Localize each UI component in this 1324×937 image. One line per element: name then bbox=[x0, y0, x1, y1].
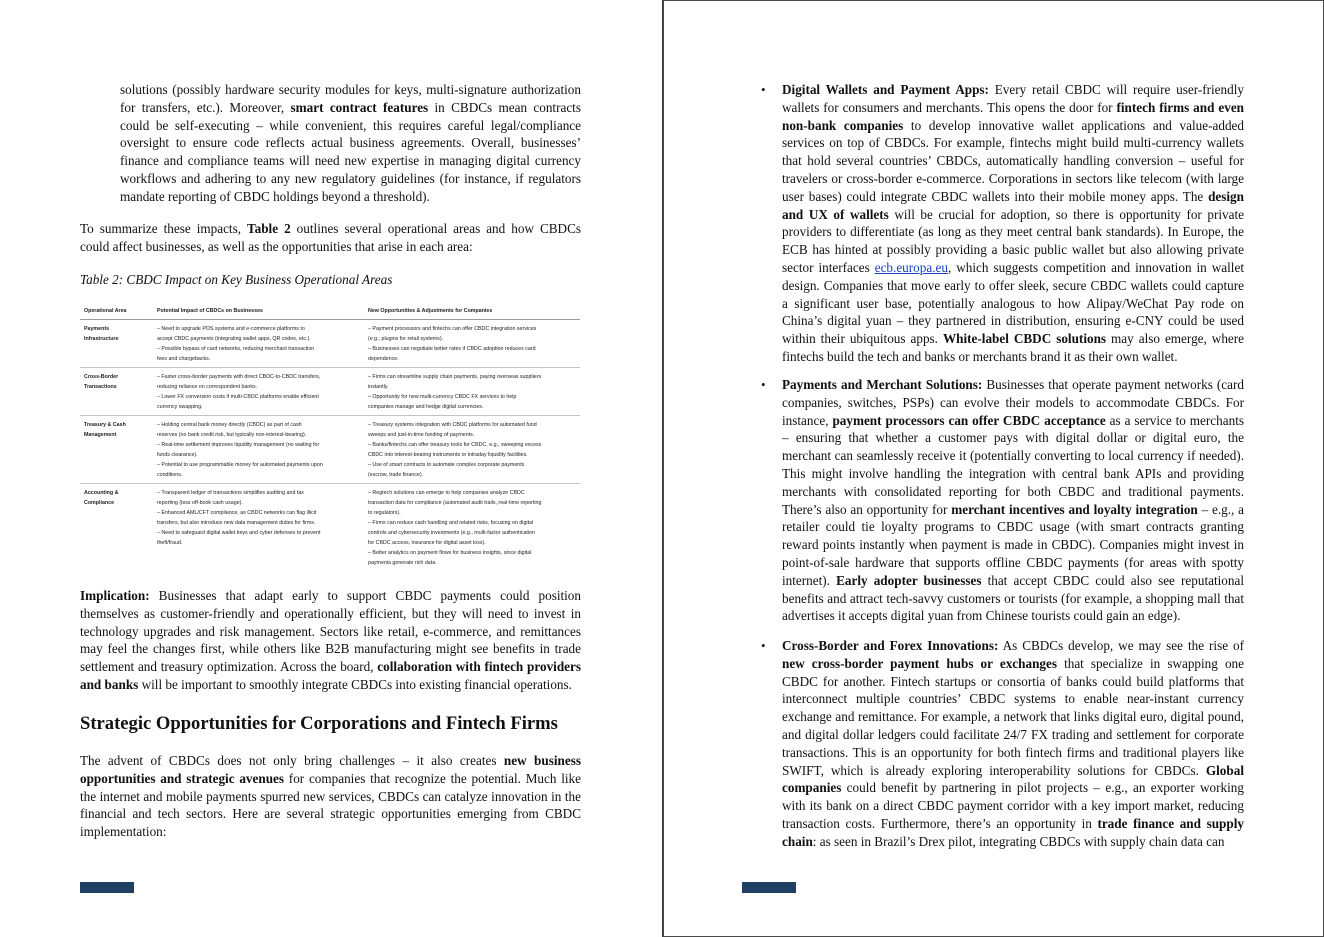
cell-area: Treasury & Cash Management bbox=[80, 416, 153, 484]
cell-opportunity: – Firms can streamline supply chain payments, paying overseas suppliers instantly. – Opportunity for new multi-currency CBDC FX services to help companies manage and hedge digital currencies. bbox=[364, 368, 580, 416]
cell-impact: – Need to upgrade POS systems and e-commerce platforms to accept CBDC payments (integrating wallet apps, QR codes, etc.). – Possible bypass of card networks, reducing merchant transaction fees and chargebacks. bbox=[153, 320, 364, 368]
table-row bbox=[80, 484, 580, 572]
cell-opportunity: – Treasury systems integration with CBDC platforms for automated fund sweeps and just-in-time funding of payments. – Banks/fintechs can offer treasury tools for CBDC, e.g., sweeping excess CBDC into interest-bearing instruments or intraday liquidity facilities. – Use of smart contracts to automate complex corporate payments (escrow, trade finance). bbox=[364, 416, 580, 484]
bullet-dot: • bbox=[761, 638, 766, 653]
intro-paragraph: solutions (possibly hardware security modules for keys, multi-signature authorization for transfers, etc.). Moreover, smart contract features in CBDCs mean contracts could be self-executing – while convenient, this requires careful legal/compliance oversight to ensure code reflects actual business agreements. Overall, businesses’ finance and compliance teams will need new expertise in managing digital currency workflows and adhering to any new regulatory guidelines (for instance, if regulators mandate reporting of CBDC holdings beyond a threshold). bbox=[120, 82, 581, 204]
cell-impact: – Transparent ledger of transactions simplifies auditing and tax reporting (less off-book cash usage). – Enhanced AML/CFT compliance, as CBDC networks can flag illicit transfers, but also introduce new data management duties for firms. – Need to safeguard digital wallet keys and cyber defenses to prevent theft/fraud. bbox=[157, 490, 321, 546]
bullet-payments-merchant: Payments and Merchant Solutions: Businesses that operate payment networks (card companies, switches, PSPs) can evolve their models to accommodate CBDCs. For instance, payment processors can offer CBDC acceptance as a service to merchants – ensuring that whether a customer pays with digital dollar or digital euro, the merchant can seamlessly receive it (potentially converting to local currency if needed). This might involve handling the integration with central bank APIs and providing merchants with consolidated reporting for both CBDC and traditional payments. There’s also an opportunity for merchant incentives and loyalty integration – e.g., a retailer could tie loyalty programs to CBDC usage (with smart contracts granting reward points instantly when payment is made in CBDC). Companies might invest in point-of-sale hardware that supports offline CBDC payments (for areas with spotty internet). Early adopter businesses that accept CBDC could also see reputational benefits and attract tech-savvy customers or tourists (for example, a shopping mall that advertises it accepts digital yuan from Chinese tourists could gain an edge). bbox=[782, 377, 1245, 624]
bullet-dot: • bbox=[761, 377, 766, 392]
impact-table bbox=[80, 305, 580, 571]
right-page bbox=[663, 0, 1324, 937]
table-header-row bbox=[80, 305, 580, 320]
cell-area: Cross-Border Transactions bbox=[80, 368, 153, 416]
advent-paragraph: The advent of CBDCs does not only bring challenges – it also creates new business opportunities and strategic avenues for companies that recognize the potential. Much like the internet and mobile payments spurred new services, CBDCs can catalyze innovation in the financial and tech sectors. Here are several strategic opportunities emerging from CBDC implementation: bbox=[80, 753, 582, 840]
header-new-opportunities: New Opportunities & Adjustments for Companies bbox=[364, 305, 580, 320]
bullet-dot: • bbox=[761, 82, 766, 97]
header-potential-impact: Potential Impact of CBDCs on Businesses bbox=[153, 305, 364, 320]
footer-bar bbox=[80, 882, 134, 893]
section-heading: Strategic Opportunities for Corporations and Fintech Firms bbox=[80, 713, 558, 734]
bullet-cross-border: Cross-Border and Forex Innovations: As CBDCs develop, we may see the rise of new cross-border payment hubs or exchanges that specialize in swapping one CBDC for another. Fintech startups or consortia of banks could build platforms that interconnect multiple countries’ CBDC systems to enable near-instant currency exchange and remittance. For example, a network that links digital euro, digital pound, and digital dollar ledgers could facilitate 24/7 FX trading and settlement for corporate transactions. This is an opportunity for both fintech firms and traditional players like SWIFT, which is already exploring interoperability solutions for CBDCs. Global companies could benefit by partnering in pilot projects – e.g., an exporter working with its bank on a direct CBDC payment corridor with a key import market, reducing transaction costs. Furthermore, there’s an opportunity in trade finance and supply chain: as seen in Brazil’s Drex pilot, integrating CBDCs with supply chain data can bbox=[782, 638, 1244, 849]
cell-area: Accounting & Compliance bbox=[84, 490, 119, 506]
ecb-link[interactable]: ecb.europa.eu bbox=[874, 259, 948, 275]
footer-bar bbox=[742, 882, 796, 893]
bullet-digital-wallets: Digital Wallets and Payment Apps: Every retail CBDC will require user-friendly wallets for consumers and merchants. This opens the door for fintech firms and even non-bank companies to develop innovative wallet applications and value-added services on top of CBDCs. For example, fintechs might build multi-currency wallets that hold several countries’ CBDCs, automatically handling conversion – useful for travelers or cross-border e-commerce. Corporations in sectors like telecom (with large user bases) could integrate CBDC wallets into their mobile money apps. The design and UX of wallets will be crucial for adoption, so there is opportunity for private providers to differentiate (as long as they meet central bank standards). In Europe, the ECB has hinted at possibly providing a basic public wallet but also allowing private sector interfaces ecb.europa.eu, which suggests competition and innovation in wallet design. Companies that move early to offer sleek, secure CBDC wallets could capture a significant user base, potentially analogous to how Alipay/WeChat Pay rode on China’s digital yuan – they partnered in distribution, ensuring e-CNY could be used within their ubiquitous apps. White-label CBDC solutions may also emerge, where fintechs build the tech and banks or merchants brand it as their own wallet. bbox=[782, 82, 1245, 364]
cell-opportunity: – Payment processors and fintechs can offer CBDC integration services (e.g., plugins for retail systems). – Businesses can negotiate better rates if CBDC adoption reduces card dependence. bbox=[364, 320, 580, 368]
table-row bbox=[80, 320, 580, 368]
summary-paragraph: To summarize these impacts, Table 2 outlines several operational areas and how CBDCs could affect businesses, as well as the opportunities that arise in each area: bbox=[80, 221, 582, 254]
cell-impact: – Holding central bank money directly (CBDC) as part of cash reserves (no bank credit risk, but typically non-interest-bearing). – Real-time settlement improves liquidity management (no waiting for funds clearance). – Potential to use programmable money for automated payments upon conditions. bbox=[153, 416, 364, 484]
cell-impact: – Faster cross-border payments with direct CBDC-to-CBDC transfers, reducing reliance on correspondent banks. – Lower FX conversion costs if multi-CBDC platforms enable efficient currency swapping. bbox=[153, 368, 364, 416]
implication-paragraph: Implication: Businesses that adapt early to support CBDC payments could position themselves as customer-friendly and operationally efficient, but they will need to invest in technology upgrades and risk management. Sectors like retail, e-commerce, and remittances may feel the changes first, while others like B2B manufacturing might see benefits in trade settlement and treasury optimization. Across the board, collaboration with fintech providers and banks will be important to smoothly integrate CBDCs into existing financial operations. bbox=[80, 588, 582, 692]
table-row bbox=[80, 416, 580, 484]
table-row bbox=[80, 368, 580, 416]
cell-area: Payments Infrastructure bbox=[80, 320, 153, 368]
table-caption: Table 2: CBDC Impact on Key Business Operational Areas bbox=[80, 272, 393, 287]
header-operational-area: Operational Area bbox=[80, 305, 153, 320]
cell-opportunity: – Regtech solutions can emerge to help companies analyze CBDC transaction data for compliance (automated audit trails, real-time reporting to regulators). – Firms can reduce cash handling and related risks, focusing on digital controls and cybersecurity investments (e.g., multi-factor authentication for CBDC access, insurance for digital asset loss). – Better analytics on payment flows for business insights, since digital payments generate rich data. bbox=[368, 490, 542, 566]
